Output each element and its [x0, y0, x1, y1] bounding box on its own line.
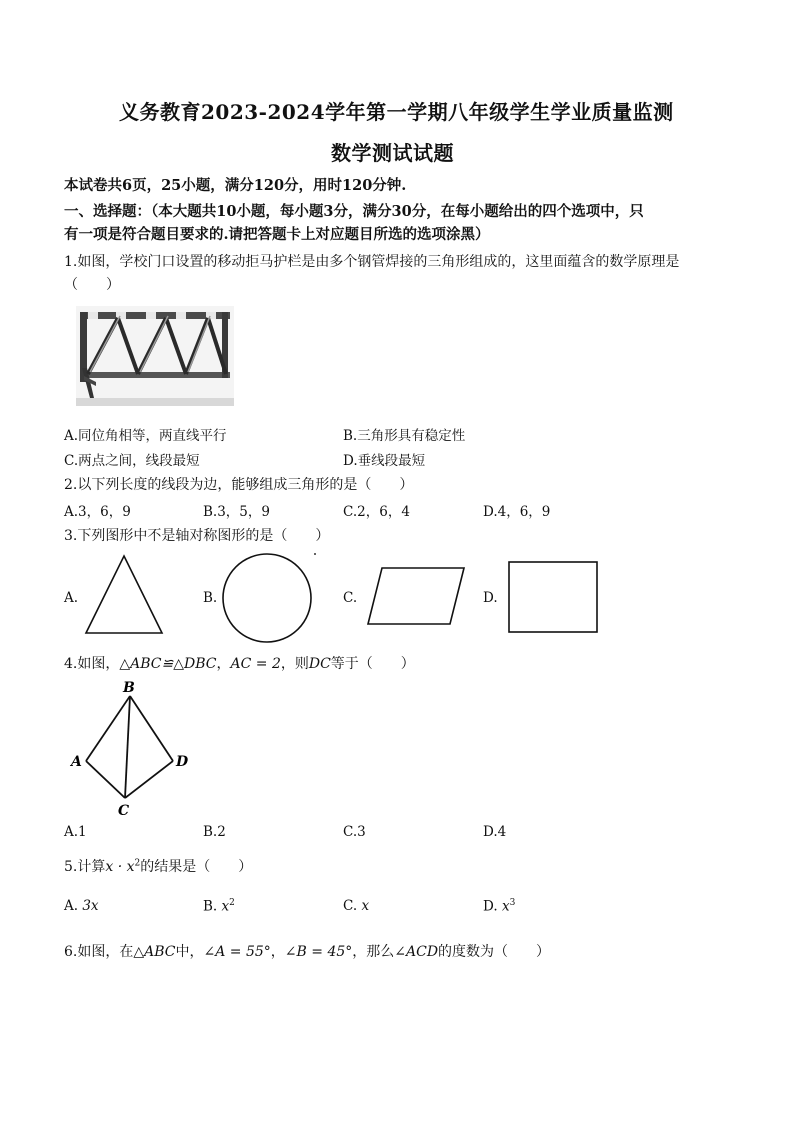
kite-diagram [66, 678, 196, 820]
q5-option-c-prefix: C. [343, 898, 362, 914]
q1-option-a: A.同位角相等，两直线平行 [64, 428, 227, 444]
q5-option-d-prefix: D. [483, 898, 502, 915]
q6-mid2: ，那么 [352, 944, 395, 960]
q5-option-a-prefix: A. [64, 898, 83, 914]
vertex-label-a: A [71, 754, 82, 770]
q6-mid1: 中， [175, 944, 204, 960]
q4-given-length: AC = 2 [230, 656, 281, 672]
exam-summary: 本试卷共6页，25小题，满分120分，用时120分钟. [64, 177, 407, 194]
q4-option-d: D.4 [483, 824, 507, 840]
q1-option-b: B.三角形具有稳定性 [343, 428, 466, 444]
q4-stem-mid: ，则 [280, 656, 309, 672]
q5-stem-prefix: 5.计算 [64, 859, 106, 875]
q3-option-a-label: A. [64, 590, 79, 606]
exam-subtitle: 数学测试试题 [331, 141, 454, 165]
q2-option-d: D.4，6，9 [483, 504, 551, 520]
q5-stem [64, 856, 252, 876]
q6-target-angle: ∠ACD [394, 944, 439, 960]
q4-stem-suffix: 等于（ ） [330, 656, 415, 672]
q1-answer-blank: （ ） [64, 277, 120, 293]
q5-option-d [483, 898, 515, 915]
q5-option-b [203, 898, 235, 915]
q1-option-c: C.两点之间，线段最短 [64, 453, 200, 469]
q2-option-c: C.2，6，4 [343, 504, 410, 520]
vertex-label-b: B [123, 680, 135, 696]
q6-stem-prefix: 6.如图，在 [64, 944, 134, 960]
q4-target-segment: DC [308, 656, 331, 672]
vertex-label-d: D [176, 754, 189, 770]
q6-angle-a: ∠A = 55° [203, 944, 271, 960]
q4-option-c: C.3 [343, 824, 366, 840]
q2-stem: 2.以下列长度的线段为边，能够组成三角形的是（ ） [64, 477, 414, 493]
q4-congruence: △ABC≌△DBC [119, 656, 217, 672]
exam-title: 义务教育2023-2024学年第一学期八年级学生学业质量监测 [119, 100, 674, 124]
parallelogram-shape [364, 564, 468, 628]
q5-option-c-expr: x [361, 898, 370, 914]
q5-expression: x · x [105, 859, 135, 875]
q5-option-b-prefix: B. [203, 898, 222, 915]
circle-shape [220, 549, 318, 645]
q6-angle-b: ∠B = 45° [284, 944, 353, 960]
section-instructions-line2: 有一项是符合题目要求的.请把答题卡上对应题目所选的选项涂黑） [64, 226, 490, 243]
q4-sep: ， [216, 656, 231, 672]
vertex-label-c: C [118, 803, 130, 819]
q5-option-b-exponent: 2 [229, 898, 235, 908]
q4-option-b: B.2 [203, 824, 226, 840]
q3-option-d-label: D. [483, 590, 498, 606]
q5-option-b-expr: x [221, 898, 230, 915]
q4-option-a: A.1 [64, 824, 87, 840]
q4-stem-prefix: 4.如图， [64, 656, 120, 672]
rectangle-shape [507, 560, 599, 634]
q3-option-b-label: B. [203, 590, 218, 606]
q5-expression-exponent: 2 [134, 858, 141, 869]
q5-option-d-exponent: 3 [509, 898, 516, 908]
q5-option-c [343, 898, 369, 914]
q5-option-d-expr: x [501, 898, 510, 915]
q5-stem-suffix: 的结果是（ ） [140, 859, 253, 875]
q2-option-a: A.3，6，9 [64, 504, 131, 520]
q4-stem [64, 653, 415, 673]
q6-stem [64, 941, 550, 961]
q3-option-c-label: C. [343, 590, 358, 606]
q2-option-b: B.3，5，9 [203, 504, 270, 520]
triangle-shape [80, 553, 166, 637]
q5-option-a [64, 898, 99, 914]
section-instructions-line1: 一、选择题：（本大题共10小题，每小题3分，满分30分，在每小题给出的四个选项中，只 [64, 203, 644, 220]
q1-stem: 1.如图，学校门口设置的移动拒马护栏是由多个钢管焊接的三角形组成的，这里面蕴含的数学原理是 [64, 254, 680, 270]
q6-stem-suffix: 的度数为（ ） [438, 944, 551, 960]
q6-triangle: △ABC [133, 944, 176, 960]
q3-stem: 3.下列图形中不是轴对称图形的是（ ） [64, 528, 330, 544]
barrier-fence-photo [76, 306, 234, 406]
q6-sep: ， [270, 944, 285, 960]
q5-option-a-expr: 3x [82, 898, 99, 914]
q1-option-d: D.垂线段最短 [343, 453, 426, 469]
